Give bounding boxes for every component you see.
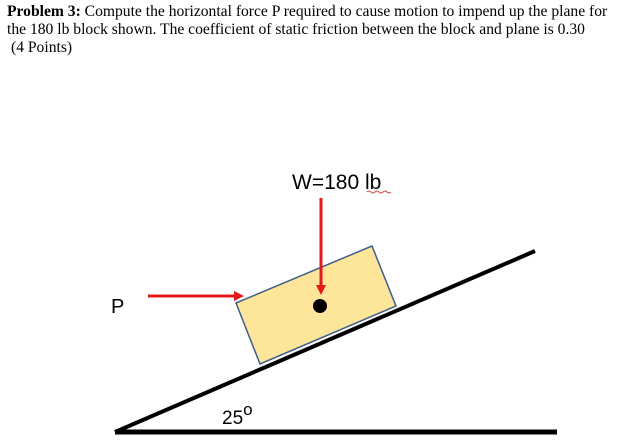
problem-line-2: the 180 lb block shown. The coefficient of static friction between the block and plane is 0.30 <box>7 21 585 38</box>
problem-label: Problem 3: <box>7 3 81 20</box>
center-of-mass-dot <box>313 299 327 313</box>
problem-text-1: Compute the horizontal force P required to cause motion to impend up the plane for <box>80 3 608 20</box>
weight-label: W=180 lb <box>292 171 382 194</box>
angle-label <box>222 400 253 429</box>
degree-symbol: o <box>243 400 253 419</box>
angle-value: 25 <box>222 408 244 429</box>
force-p-label: P <box>111 296 125 318</box>
problem-points: (4 Points) <box>11 39 73 56</box>
